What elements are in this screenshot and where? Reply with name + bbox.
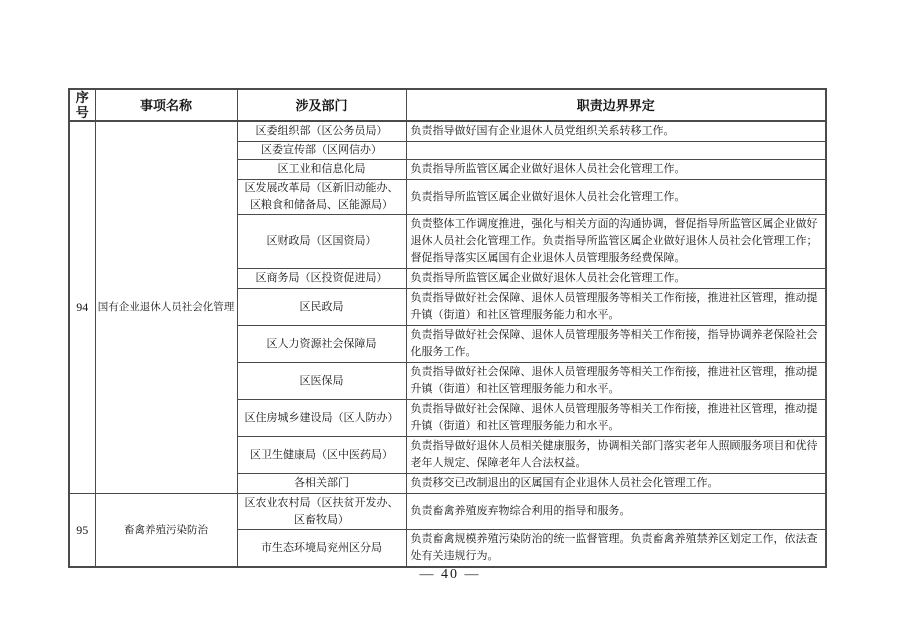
duty-boundary-cell: 负责畜禽养殖废弃物综合利用的指导和服务。 — [406, 494, 826, 530]
department-cell: 区医保局 — [237, 363, 406, 400]
duty-boundary-cell: 负责指导所监管区属企业做好退休人员社会化管理工作。 — [406, 160, 826, 180]
table-row — [69, 494, 826, 530]
duty-boundary-cell: 负责指导做好社会保障、退休人员管理服务等相关工作衔接，推进社区管理，推动提升镇（街道）和社区管理服务能力和水平。 — [406, 363, 826, 400]
col-header-item-name: 事项名称 — [95, 89, 237, 121]
col-header-duty-boundary: 职责边界界定 — [406, 89, 826, 121]
page-number: — 40 — — [419, 567, 481, 582]
table-row — [69, 121, 826, 142]
item-serial-no: 95 — [69, 494, 95, 568]
item-name: 畜禽养殖污染防治 — [95, 494, 237, 568]
duty-boundary-cell: 负责指导做好社会保障、退休人员管理服务等相关工作衔接，推进社区管理，推动提升镇（街道）和社区管理服务能力和水平。 — [406, 289, 826, 326]
department-cell: 区工业和信息化局 — [237, 160, 406, 180]
col-header-departments: 涉及部门 — [237, 89, 406, 121]
department-cell: 市生态环境局兖州区分局 — [237, 530, 406, 568]
duty-boundary-cell: 负责指导做好退休人员相关健康服务，协调相关部门落实老年人照顾服务项目和优待老年人规定、保障老年人合法权益。 — [406, 437, 826, 474]
duty-boundary-cell: 负责整体工作调度推进，强化与相关方面的沟通协调，督促指导所监管区属企业做好退休人员社会化管理工作。负责指导所监管区属企业做好退休人员社会化管理工作；督促指导落实区属国有企业退休人员管理服务经费保障。 — [406, 215, 826, 269]
duty-boundary-cell: 负责指导所监管区属企业做好退休人员社会化管理工作。 — [406, 180, 826, 215]
department-cell: 区人力资源社会保障局 — [237, 326, 406, 363]
duty-boundary-cell: 负责移交已改制退出的区属国有企业退休人员社会化管理工作。 — [406, 474, 826, 494]
responsibility-table — [68, 88, 827, 568]
department-cell: 区农业农村局（区扶贫开发办、区畜牧局） — [237, 494, 406, 530]
col-header-serial-no: 序号 — [69, 89, 95, 121]
item-name: 国有企业退休人员社会化管理 — [95, 121, 237, 494]
department-cell: 区住房城乡建设局（区人防办） — [237, 400, 406, 437]
department-cell: 区委宣传部（区网信办） — [237, 142, 406, 160]
duty-boundary-cell: 负责指导做好社会保障、退休人员管理服务等相关工作衔接，指导协调养老保险社会化服务工作。 — [406, 326, 826, 363]
duty-boundary-cell: 负责畜禽规模养殖污染防治的统一监督管理。负责畜禽养殖禁养区划定工作，依法查处有关违规行为。 — [406, 530, 826, 568]
department-cell: 区财政局（区国资局） — [237, 215, 406, 269]
department-cell: 区民政局 — [237, 289, 406, 326]
duty-boundary-cell: 负责指导做好社会保障、退休人员管理服务等相关工作衔接，推进社区管理，推动提升镇（街道）和社区管理服务能力和水平。 — [406, 400, 826, 437]
duty-boundary-cell: 负责指导所监管区属企业做好退休人员社会化管理工作。 — [406, 269, 826, 289]
department-cell: 各相关部门 — [237, 474, 406, 494]
duty-boundary-cell — [406, 142, 826, 160]
department-cell: 区商务局（区投资促进局） — [237, 269, 406, 289]
item-serial-no: 94 — [69, 121, 95, 494]
department-cell: 区卫生健康局（区中医药局） — [237, 437, 406, 474]
duty-boundary-cell: 负责指导做好国有企业退休人员党组织关系转移工作。 — [406, 121, 826, 142]
table-body — [69, 121, 826, 567]
department-cell: 区委组织部（区公务员局） — [237, 121, 406, 142]
header-row — [69, 89, 826, 121]
department-cell: 区发展改革局（区新旧动能办、区粮食和储备局、区能源局） — [237, 180, 406, 215]
